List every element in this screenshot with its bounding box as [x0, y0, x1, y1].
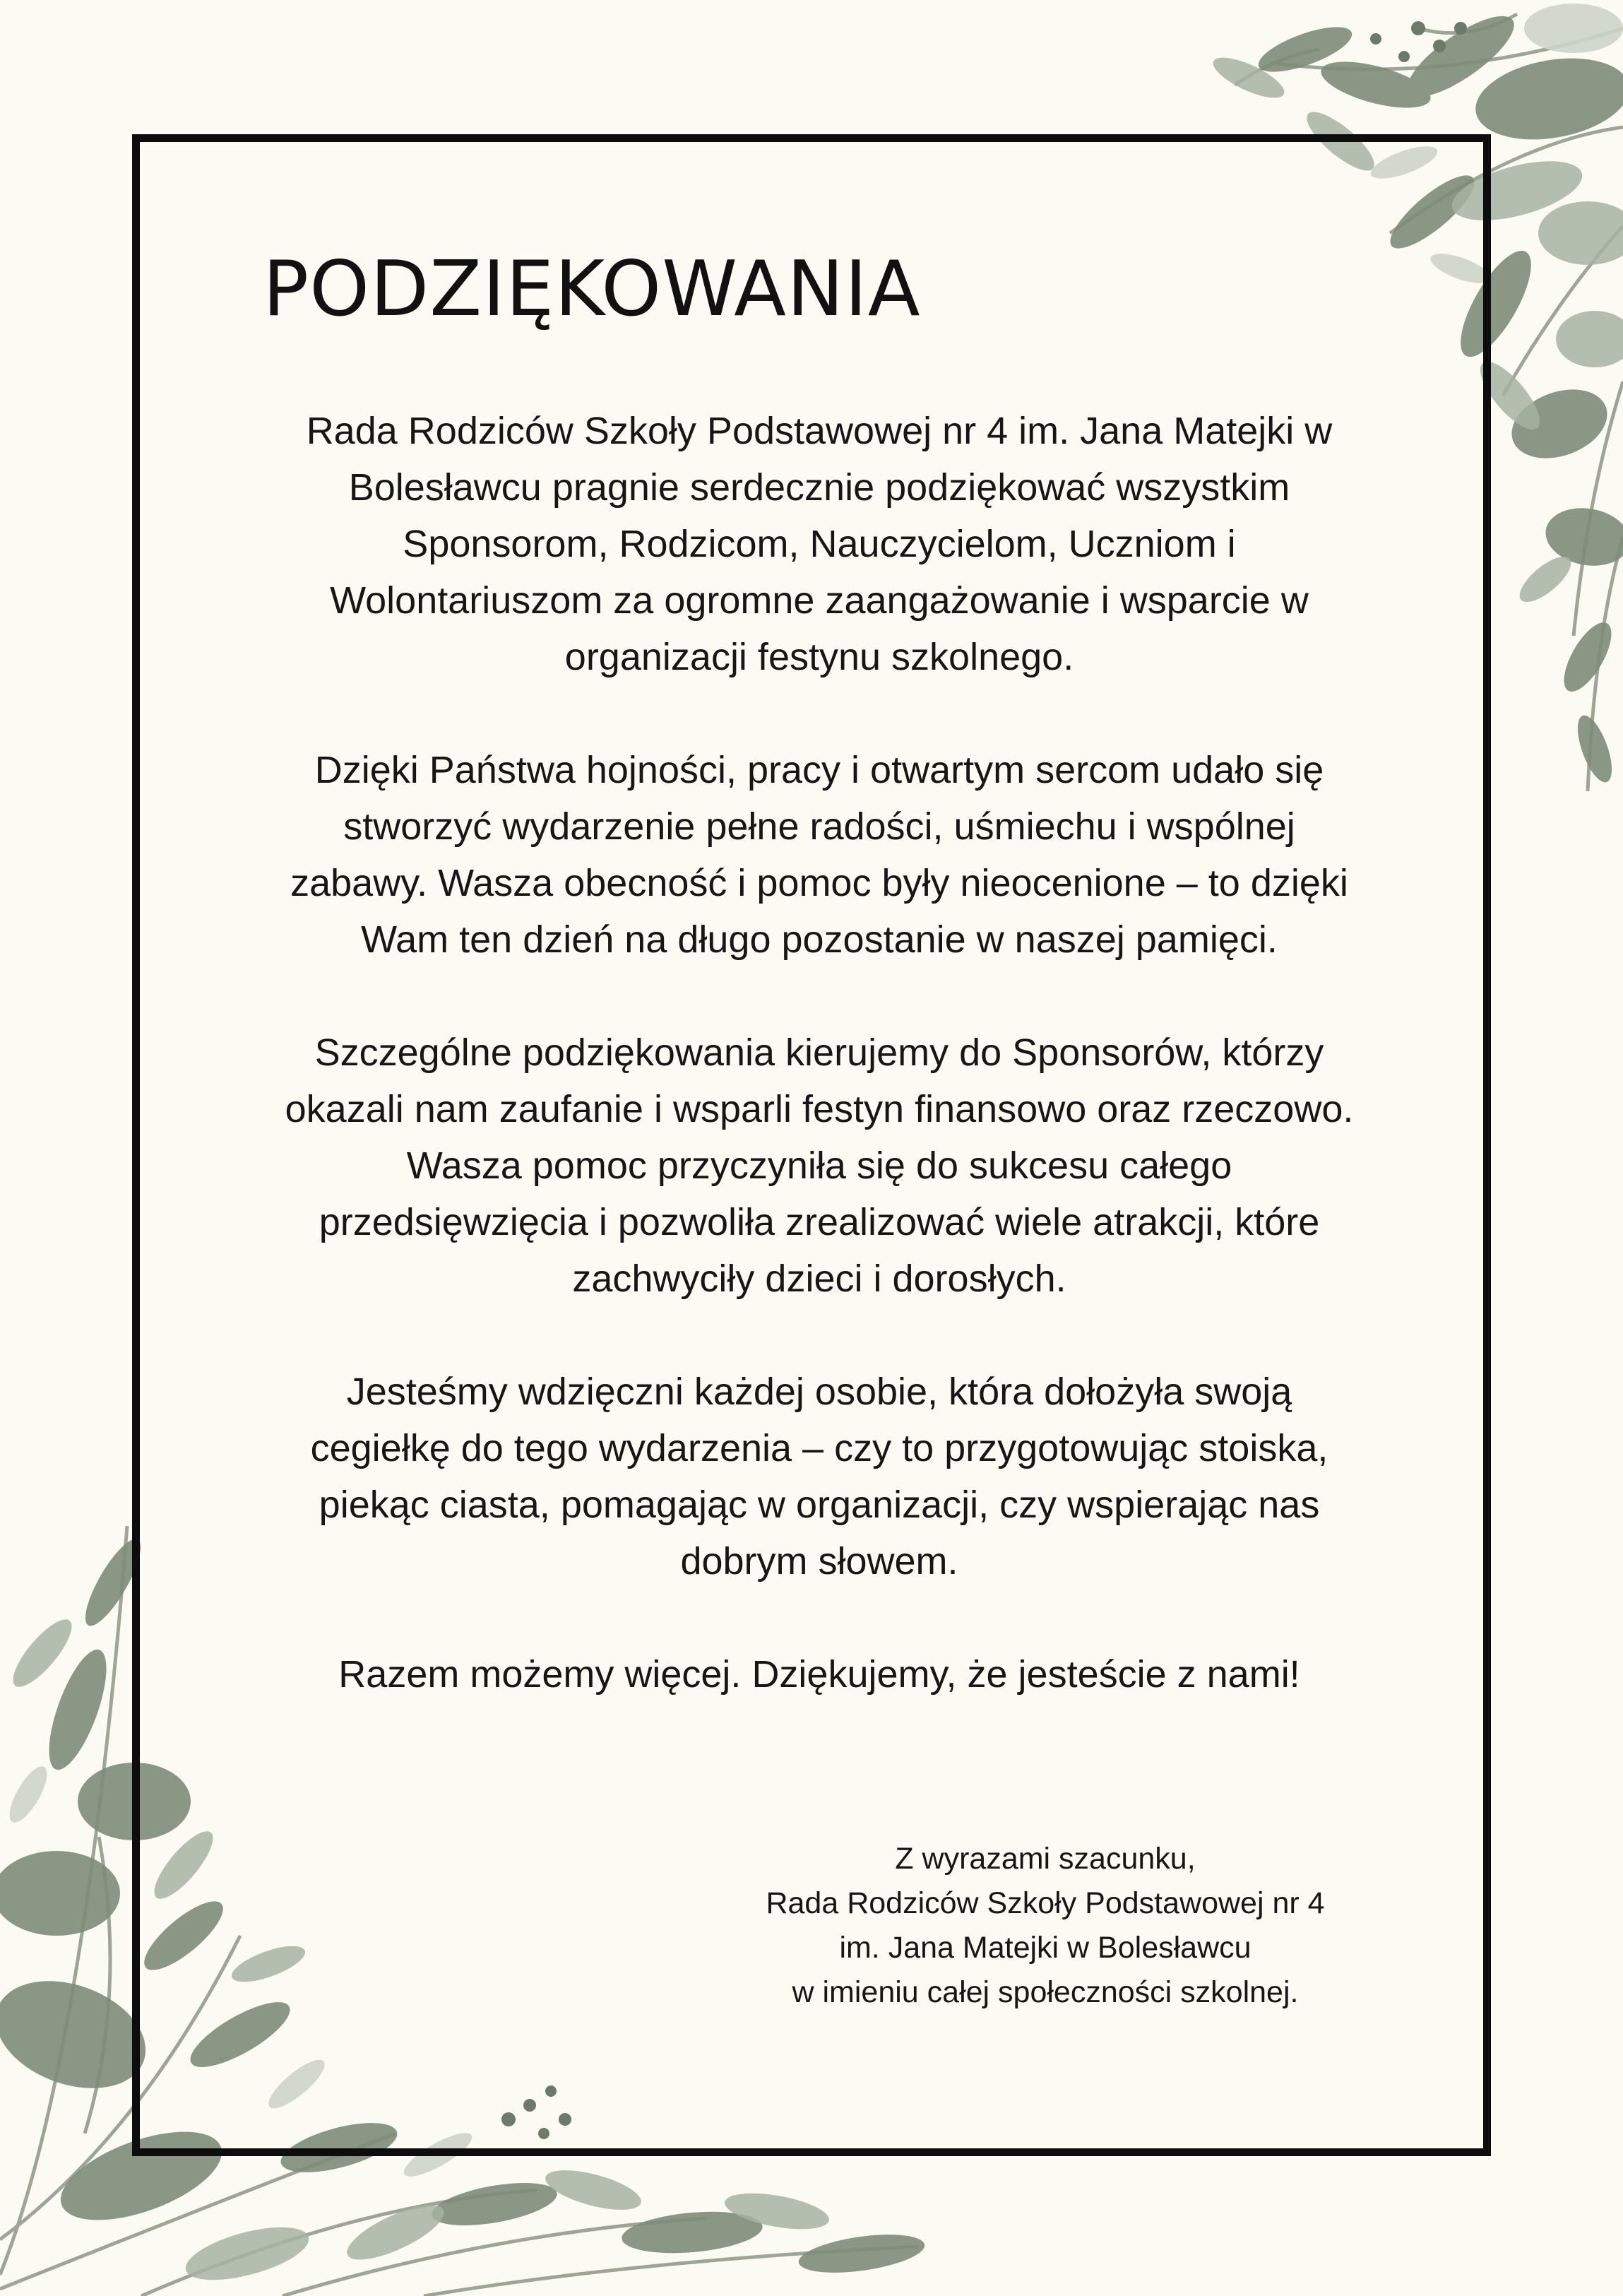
signature-organization: Rada Rodziców Szkoły Podstawowej nr 4	[766, 1886, 1325, 1920]
signature-school: im. Jana Matejki w Bolesławcu	[839, 1931, 1252, 1965]
paragraph-sponsors: Szczególne podziękowania kierujemy do Sponsorów, którzy okazali nam zaufanie i wsparli festyn finansowo oraz rzeczowo. Wasza pomoc przyczyniła się do sukcesu całego przedsięwzięcia i pozwoliła zrealizować wiele atrakcji, które zachwyciły dzieci i dorosłych.	[285, 1031, 1354, 1300]
paragraph-generosity: Dzięki Państwa hojności, pracy i otwartym sercom udało się stworzyć wydarzenie pełne radości, uśmiechu i wspólnej zabawy. Wasza obecność i pomoc były nieocenione – to dzięki Wam ten dzień na długo pozostanie w naszej pamięci.	[290, 749, 1348, 961]
paragraph-closing: Razem możemy więcej. Dziękujemy, że jesteście z nami!	[338, 1653, 1300, 1696]
paragraph-thanks: Rada Rodziców Szkoły Podstawowej nr 4 im. Jana Matejki w Bolesławcu pragnie serdecznie podziękować wszystkim Sponsorom, Rodzicom, Nauczycielom, Uczniom i Wolontariuszom za ogromne zaangażowanie i wsparcie w organizacji festynu szkolnego.	[306, 410, 1333, 678]
signature-community: w imieniu całej społeczności szkolnej.	[792, 1975, 1299, 2009]
document-title: PODZIĘKOWANIA	[263, 245, 921, 333]
paragraph-volunteers: Jesteśmy wdzięczni każdej osobie, która dołożyła swoją cegiełkę do tego wydarzenia – czy to przygotowując stoiska, piekąc ciasta, pomagając w organizacji, czy wspierając nas dobrym słowem.	[310, 1371, 1328, 1582]
signature-greeting: Z wyrazami szacunku,	[895, 1842, 1196, 1876]
signature-block	[678, 1837, 1413, 2015]
letter-body	[275, 403, 1363, 1703]
